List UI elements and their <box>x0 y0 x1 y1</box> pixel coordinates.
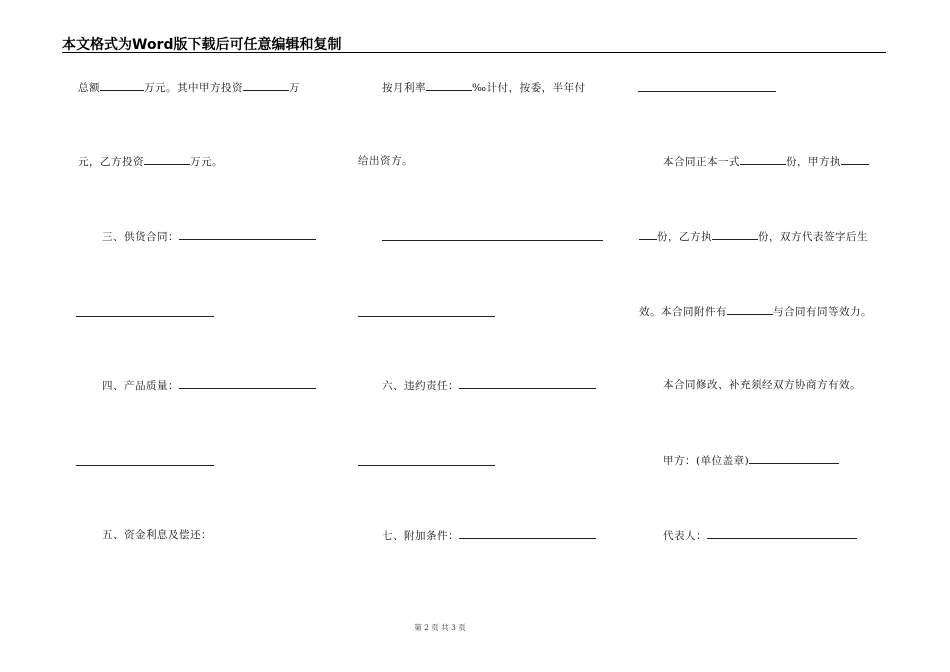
col3-fill-line-top <box>638 91 776 92</box>
col2-line2 <box>358 154 413 168</box>
party-a-holds-label: 份，甲方执 <box>786 156 841 168</box>
col3-line2 <box>639 229 868 244</box>
representative-line <box>663 528 857 543</box>
col1-line2 <box>78 154 223 169</box>
col2-line1 <box>382 80 586 95</box>
monthly-rate-blank <box>426 80 472 91</box>
party-a-copies-blank-cont <box>639 229 657 240</box>
party-a-copies-blank <box>841 154 869 165</box>
payment-terms-label: ‰计付，按委，半年付 <box>472 82 586 94</box>
additional-terms-blank <box>459 528 596 539</box>
total-label: 总额 <box>78 82 100 94</box>
supply-contract-label: 三、供货合同： <box>102 231 179 243</box>
col1-fill-line-2 <box>76 465 214 466</box>
supply-contract-blank <box>179 229 316 240</box>
product-quality-blank <box>179 378 316 389</box>
party-b-invest-label: 元，乙方投资 <box>78 156 144 168</box>
breach-liability-label: 六、违约责任： <box>382 380 459 392</box>
equal-validity-label: 与合同有同等效力。 <box>773 306 872 318</box>
party-a-seal-blank <box>749 453 839 464</box>
section-supply-contract <box>102 229 316 244</box>
col1-line1 <box>78 80 300 95</box>
party-a-invest-label: 万元。其中甲方投资 <box>144 82 243 94</box>
attachments-label: 效。本合同附件有 <box>639 306 727 318</box>
funds-interest-label: 五、资金利息及偿还： <box>102 529 212 541</box>
total-amount-blank <box>100 80 144 91</box>
signature-effective-label: 份，双方代表签字后生 <box>758 231 868 243</box>
party-a-seal-line <box>663 453 839 468</box>
monthly-rate-label: 按月利率 <box>382 82 426 94</box>
wan-yuan-label: 万元。 <box>190 156 223 168</box>
representative-label: 代表人： <box>663 530 707 542</box>
party-b-invest-blank <box>144 154 190 165</box>
col2-fill-line-3 <box>358 465 495 466</box>
section-product-quality <box>102 378 316 393</box>
party-b-holds-label: 份，乙方执 <box>657 231 712 243</box>
section-funds-interest <box>102 528 212 542</box>
party-a-seal-label: 甲方：(单位盖章) <box>663 455 750 467</box>
document-header-title: 本文格式为Word版下载后可任意编辑和复制 <box>62 37 342 53</box>
col2-fill-line-2 <box>358 316 495 317</box>
header-divider <box>62 52 886 53</box>
page-number: 第 2 页 共 3 页 <box>414 623 466 632</box>
party-a-invest-blank <box>243 80 289 91</box>
investor-label: 给出资方。 <box>358 155 413 167</box>
additional-terms-label: 七、附加条件： <box>382 530 459 542</box>
representative-blank <box>707 528 857 539</box>
party-b-copies-blank <box>712 229 758 240</box>
col3-line3 <box>639 304 872 319</box>
copies-label: 本合同正本一式 <box>663 156 740 168</box>
breach-liability-blank <box>459 378 596 389</box>
wan-label: 万 <box>289 82 300 94</box>
amendment-clause: 本合同修改、补充须经双方协商方有效。 <box>663 379 861 391</box>
col2-fill-line-1 <box>382 240 603 241</box>
attachments-blank <box>727 304 773 315</box>
col1-fill-line-1 <box>76 316 214 317</box>
section-breach-liability <box>382 378 596 393</box>
col3-line4 <box>663 378 861 392</box>
col3-line1 <box>663 154 869 169</box>
product-quality-label: 四、产品质量： <box>102 380 179 392</box>
section-additional-terms <box>382 528 596 543</box>
copies-blank <box>740 154 786 165</box>
